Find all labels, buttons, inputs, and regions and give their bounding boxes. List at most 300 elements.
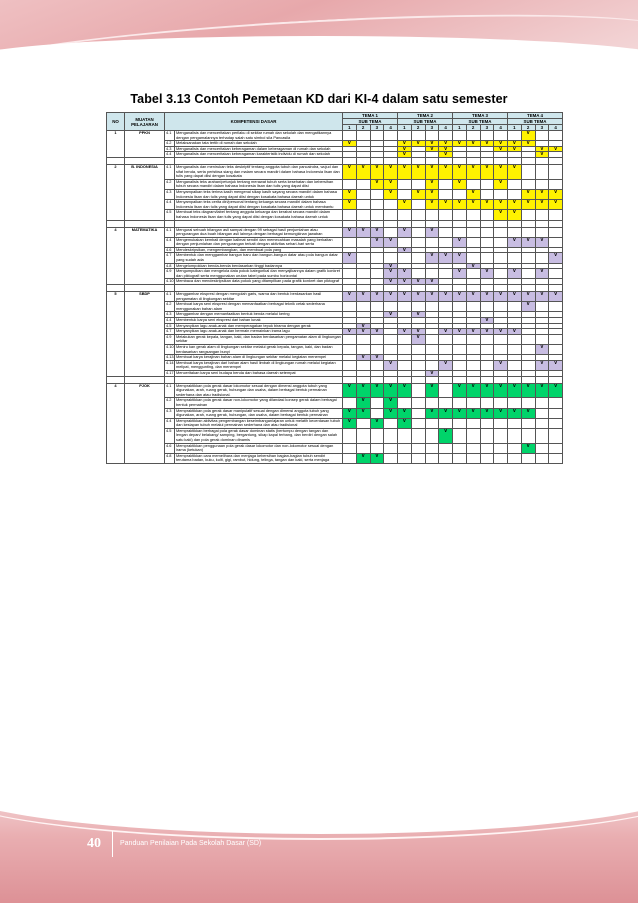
empty-cell <box>356 189 370 199</box>
empty-cell <box>508 418 522 428</box>
spacer-cell <box>125 157 165 164</box>
empty-cell <box>356 302 370 312</box>
kd-code: 4.9 <box>165 269 175 279</box>
empty-cell <box>480 453 494 463</box>
check-mark: v <box>425 200 439 210</box>
spacer-cell <box>494 285 508 292</box>
check-mark: v <box>549 146 563 152</box>
spacer-cell <box>480 285 494 292</box>
empty-cell <box>439 227 453 237</box>
empty-cell <box>453 189 467 199</box>
empty-cell <box>494 334 508 344</box>
empty-cell <box>480 253 494 263</box>
table-row <box>107 292 563 302</box>
check-mark: v <box>343 227 357 237</box>
empty-cell <box>549 443 563 453</box>
kd-code: 4.4 <box>165 152 175 158</box>
check-mark: v <box>453 383 467 398</box>
empty-cell <box>398 131 412 141</box>
check-mark: v <box>370 418 384 428</box>
col-header-kd: KOMPETENSI DASAR <box>165 113 343 131</box>
row-number <box>107 253 125 263</box>
empty-cell <box>425 302 439 312</box>
empty-cell <box>453 453 467 463</box>
check-mark: v <box>453 237 467 247</box>
kd-code: 4.17 <box>166 370 174 375</box>
empty-cell <box>356 210 370 220</box>
empty-cell <box>466 210 480 220</box>
empty-cell <box>425 334 439 344</box>
empty-cell <box>453 302 467 312</box>
spacer-cell <box>425 285 439 292</box>
empty-cell <box>384 453 398 463</box>
check-mark: v <box>384 263 398 269</box>
spacer-cell <box>165 157 175 164</box>
empty-cell <box>549 334 563 344</box>
empty-cell <box>466 237 480 247</box>
empty-cell <box>398 302 412 312</box>
row-number <box>107 237 125 247</box>
spacer-cell <box>453 285 467 292</box>
check-mark: v <box>535 200 549 210</box>
empty-cell <box>549 344 563 354</box>
empty-cell <box>453 428 467 443</box>
empty-cell <box>411 344 425 354</box>
empty-cell <box>411 227 425 237</box>
subtema-number: 3 <box>425 125 439 131</box>
empty-cell <box>343 344 357 354</box>
empty-cell <box>398 237 412 247</box>
kd-code: 4.6 <box>165 247 175 253</box>
check-mark: v <box>384 179 398 189</box>
empty-cell <box>411 443 425 453</box>
empty-cell <box>370 210 384 220</box>
empty-cell <box>508 360 522 370</box>
kd-code: 4.5 <box>165 428 175 443</box>
empty-cell <box>398 189 412 199</box>
empty-cell <box>343 334 357 344</box>
check-mark: v <box>466 383 480 398</box>
col-header-no: NO <box>107 113 125 131</box>
empty-cell <box>480 344 494 354</box>
kd-description: Menggambar ekspresi dengan mengolah garis, warna dan bentuk berdasarkan hasil pengamatan di lingkungan sekitar <box>175 292 343 302</box>
check-mark: v <box>439 146 453 152</box>
check-mark: v <box>398 146 412 152</box>
kd-code: 4.3 <box>165 408 175 418</box>
kd-code: 4.4 <box>165 418 175 428</box>
check-mark: v <box>521 292 535 302</box>
empty-cell <box>356 418 370 428</box>
spacer-cell <box>356 376 370 383</box>
check-mark: v <box>411 329 425 335</box>
empty-cell <box>480 179 494 189</box>
empty-cell <box>411 428 425 443</box>
check-mark: v <box>521 443 535 453</box>
empty-cell <box>494 237 508 247</box>
check-mark: v <box>411 279 425 285</box>
kd-description: Membuat karya seni ekspresi dengan memanfaatkan berbagai teknik cetak sederhana menggunakan bahan alam <box>175 302 343 312</box>
empty-cell <box>508 253 522 263</box>
check-mark: v <box>535 152 549 158</box>
row-number: 4 <box>107 227 125 237</box>
empty-cell <box>466 179 480 189</box>
check-mark: v <box>370 179 384 189</box>
subtema-number: 2 <box>466 125 480 131</box>
empty-cell <box>384 200 398 210</box>
spacer-cell <box>175 220 343 227</box>
kd-description: Membuat teks diagram/label tentang anggota keluarga dan kerabat secara mandiri dalam bahasa Indonesia lisan dan tulis yang dapat diisi dengan kosakata bahasa daerah untuk <box>175 210 343 220</box>
empty-cell <box>521 210 535 220</box>
table-row <box>107 418 563 428</box>
check-mark: v <box>425 164 439 179</box>
spacer-cell <box>107 157 125 164</box>
check-mark: v <box>343 189 357 199</box>
empty-cell <box>411 302 425 312</box>
empty-cell <box>425 360 439 370</box>
empty-cell <box>343 237 357 247</box>
empty-cell <box>384 227 398 237</box>
spacer-cell <box>439 157 453 164</box>
check-mark: v <box>535 383 549 398</box>
empty-cell <box>521 418 535 428</box>
empty-cell <box>356 443 370 453</box>
subject-name: MATEMATIKA <box>125 227 165 237</box>
check-mark: v <box>494 210 508 220</box>
spacer-cell <box>466 220 480 227</box>
check-mark: v <box>425 179 439 189</box>
empty-cell <box>521 269 535 279</box>
check-mark: v <box>425 146 439 152</box>
empty-cell <box>425 237 439 247</box>
check-mark: v <box>494 164 508 179</box>
empty-cell <box>494 253 508 263</box>
subtema-number: 2 <box>521 125 535 131</box>
subject-name <box>125 334 165 344</box>
check-mark: v <box>439 360 453 370</box>
check-mark: v <box>370 237 384 247</box>
check-mark: v <box>384 237 398 247</box>
empty-cell <box>508 189 522 199</box>
spacer-cell <box>521 376 535 383</box>
empty-cell <box>370 334 384 344</box>
empty-cell <box>508 227 522 237</box>
spacer-cell <box>125 376 165 383</box>
check-mark: v <box>480 383 494 398</box>
empty-cell <box>398 179 412 189</box>
empty-cell <box>370 428 384 443</box>
subject-name <box>125 398 165 408</box>
check-mark: v <box>453 164 467 179</box>
kd-description: Mengumpulkan dan mengelola data pokok kategorikal dan menyajikannya dalam grafik konkret dan piktografi serta menggunakan urutan tabel pada sumbu horizontal <box>175 269 343 279</box>
footer-divider <box>112 831 113 857</box>
empty-cell <box>370 443 384 453</box>
check-mark: v <box>521 237 535 247</box>
empty-cell <box>521 179 535 189</box>
empty-cell <box>398 344 412 354</box>
empty-cell <box>466 253 480 263</box>
check-mark: v <box>508 292 522 302</box>
kd-description: Menyampaikan teks terima kasih mengenai sikap kasih sayang secara mandiri dalam bahasa Indonesia lisan dan tulis yang dapat diisi dengan kosakata bahasa daerah untuk <box>175 189 343 199</box>
check-mark: v <box>370 329 384 335</box>
kd-description: Melakukan gerak kepala, tangan, kaki, dan badan berdasarkan pengamatan alam di lingkungan sekitar <box>176 334 341 344</box>
spacer-cell <box>384 285 398 292</box>
empty-cell <box>480 227 494 237</box>
empty-cell <box>508 179 522 189</box>
subject-name <box>125 189 165 199</box>
check-mark: v <box>549 200 563 210</box>
spacer-cell <box>521 220 535 227</box>
check-mark: v <box>384 360 398 370</box>
empty-cell <box>439 302 453 312</box>
check-mark: v <box>508 329 522 335</box>
spacer-cell <box>165 285 175 292</box>
check-mark: v <box>535 237 549 247</box>
check-mark: v <box>453 329 467 335</box>
subject-name <box>125 443 165 453</box>
spacer-cell <box>411 220 425 227</box>
footer-curve-line <box>0 738 638 840</box>
subtema-number: 4 <box>439 125 453 131</box>
empty-cell <box>370 269 384 279</box>
empty-cell <box>535 179 549 189</box>
empty-cell <box>535 334 549 344</box>
check-mark: v <box>356 453 370 463</box>
kd-description: Mengurai sebuah bilangan asli sampai dengan 99 sebagai hasil penjumlahan atau pengurangan dua buah bilangan asli lainnya dengan berbagai kemungkinan jawaban <box>175 227 343 237</box>
check-mark: v <box>480 292 494 302</box>
empty-cell <box>384 344 398 354</box>
empty-cell <box>508 428 522 443</box>
empty-cell <box>453 418 467 428</box>
empty-cell <box>480 131 494 141</box>
empty-cell <box>398 453 412 463</box>
subject-name <box>125 408 165 418</box>
spacer-cell <box>411 376 425 383</box>
check-mark: v <box>439 329 453 335</box>
check-mark: v <box>384 164 398 179</box>
empty-cell <box>494 443 508 453</box>
empty-cell <box>439 344 453 354</box>
empty-cell <box>425 269 439 279</box>
empty-cell <box>384 253 398 263</box>
spacer-cell <box>384 220 398 227</box>
check-mark: v <box>466 141 480 147</box>
check-mark: v <box>425 253 439 263</box>
empty-cell <box>521 164 535 179</box>
row-number <box>107 418 125 428</box>
row-number: 4 <box>107 383 125 398</box>
check-mark: v <box>343 200 357 210</box>
check-mark: v <box>343 383 357 398</box>
check-mark: v <box>521 141 535 147</box>
empty-cell <box>549 131 563 141</box>
kd-description: Menyanyikan lagu anak-anak dan memperagakan tepuk birama dengan gerak <box>175 323 343 329</box>
col-header-subtema: SUB TEMA <box>343 119 398 125</box>
empty-cell <box>343 428 357 443</box>
kd-description: Mempraktikkan cara memelihara dan menjaga kebersihan bagian-bagian tubuh sendiri terutama badan, kuku, kulit, gigi, rambut, hidung, telinga, tangan dan kaki, serta menjaga <box>175 453 343 463</box>
empty-cell <box>494 453 508 463</box>
kd-code: 4.6 <box>165 443 175 453</box>
subject-name <box>125 237 165 247</box>
check-mark: v <box>521 383 535 398</box>
spacer-cell <box>343 220 357 227</box>
check-mark: v <box>439 200 453 210</box>
empty-cell <box>535 164 549 179</box>
empty-cell <box>384 210 398 220</box>
row-number <box>107 179 125 189</box>
check-mark: v <box>466 408 480 418</box>
check-mark: v <box>535 344 549 354</box>
check-mark: v <box>494 179 508 189</box>
empty-cell <box>480 360 494 370</box>
check-mark: v <box>494 383 508 398</box>
empty-cell <box>494 189 508 199</box>
col-header-tema-3: TEMA 3 <box>453 113 508 119</box>
check-mark: v <box>398 269 412 279</box>
check-mark: v <box>370 227 384 237</box>
empty-cell <box>425 453 439 463</box>
check-mark: v <box>425 292 439 302</box>
table-row <box>107 189 563 199</box>
empty-cell <box>508 443 522 453</box>
check-mark: v <box>356 292 370 302</box>
empty-cell <box>508 131 522 141</box>
empty-cell <box>411 383 425 398</box>
subtema-number: 1 <box>453 125 467 131</box>
spacer-cell <box>398 157 412 164</box>
check-mark: v <box>494 200 508 210</box>
check-mark: v <box>439 253 453 263</box>
spacer-cell <box>453 220 467 227</box>
empty-cell <box>411 269 425 279</box>
kd-description: Menganalisis dan menirukan teks deskriptif tentang anggota tubuh dan pancaindra, wujud dan sifat benda, serta peristiwa siang dan malam secara mandiri dalam bahasa Indonesia lisan dan tulis yang dapat diisi dengan kosakata <box>175 164 343 179</box>
empty-cell <box>356 179 370 189</box>
empty-cell <box>370 302 384 312</box>
spacer-cell <box>398 285 412 292</box>
kd-code: 4.4 <box>165 200 175 210</box>
empty-cell <box>466 428 480 443</box>
empty-cell <box>480 443 494 453</box>
empty-cell <box>439 398 453 408</box>
empty-cell <box>370 360 384 370</box>
empty-cell <box>549 179 563 189</box>
empty-cell <box>356 237 370 247</box>
spacer-cell <box>411 157 425 164</box>
spacer-cell <box>453 157 467 164</box>
empty-cell <box>370 131 384 141</box>
empty-cell <box>466 227 480 237</box>
spacer-cell <box>425 157 439 164</box>
kd-code: 4.1 <box>165 227 175 237</box>
empty-cell <box>494 227 508 237</box>
check-mark: v <box>370 355 384 361</box>
empty-cell <box>356 200 370 210</box>
check-mark: v <box>343 292 357 302</box>
spacer-cell <box>494 376 508 383</box>
row-number <box>107 360 125 370</box>
empty-cell <box>549 453 563 463</box>
spacer-cell <box>508 376 522 383</box>
spacer-cell <box>453 376 467 383</box>
subtema-number: 1 <box>508 125 522 131</box>
check-mark: v <box>398 152 412 158</box>
kd-description: Menggambar dengan memanfaatkan bentuk benda melalui kering <box>175 312 343 318</box>
empty-cell <box>535 398 549 408</box>
check-mark: v <box>508 141 522 147</box>
table-row <box>107 269 563 279</box>
kd-description: Mempraktikkan berbagai pola gerak dasar dominan statis (bertumpu dengan tangan dan lengan depan/ belakang/ samping, bergantung, sikap kapal terbang, dan berdiri dengan salah satu kaki) dan pola gerak dominan dinamis <box>175 428 343 443</box>
empty-cell <box>466 269 480 279</box>
empty-cell <box>535 408 549 418</box>
spacer-cell <box>165 376 175 383</box>
spacer-cell <box>411 285 425 292</box>
check-mark: v <box>535 360 549 370</box>
check-mark: v <box>411 164 425 179</box>
check-mark: v <box>343 408 357 418</box>
check-mark: v <box>384 398 398 408</box>
empty-cell <box>453 334 467 344</box>
kd-description: Membuat karya kerajinan dari bahan alam hasil limbah di lingkungan rumah melalui kegiatan melipat, menggunting, dan menempel <box>175 360 343 370</box>
empty-cell <box>343 302 357 312</box>
check-mark: v <box>453 179 467 189</box>
check-mark: v <box>398 141 412 147</box>
check-mark: v <box>384 292 398 302</box>
check-mark: v <box>398 292 412 302</box>
table-row <box>107 179 563 189</box>
row-number <box>107 453 125 463</box>
check-mark: v <box>343 418 357 428</box>
empty-cell <box>425 210 439 220</box>
col-header-tema-2: TEMA 2 <box>398 113 453 119</box>
kd-description: Menganalisis dan menceritakan keberagaman karakteristik individu di rumah dan sekolah <box>175 152 343 158</box>
check-mark: v <box>411 141 425 147</box>
empty-cell <box>425 131 439 141</box>
check-mark: v <box>356 398 370 408</box>
kd-description: Menganalisis teks arahan/petunjuk tentang merawat tubuh serta kesehatan dan kebersihan tubuh secara mandiri dalam bahasa Indonesia lisan dan tulis yang dapat diisi <box>175 179 343 189</box>
empty-cell <box>411 418 425 428</box>
check-mark: v <box>384 189 398 199</box>
subject-name: SBDP <box>125 292 165 302</box>
check-mark: v <box>356 329 370 335</box>
kd-code: 4.2 <box>165 302 175 312</box>
empty-cell <box>549 227 563 237</box>
check-mark: v <box>425 408 439 418</box>
check-mark: v <box>480 200 494 210</box>
check-mark: v <box>480 329 494 335</box>
subject-name <box>125 210 165 220</box>
kd-code: 4.3 <box>165 189 175 199</box>
section-spacer <box>107 285 563 292</box>
check-mark: v <box>439 164 453 179</box>
check-mark: v <box>398 247 412 253</box>
check-mark: v <box>370 383 384 398</box>
table-row <box>107 383 563 398</box>
subject-name <box>125 253 165 263</box>
col-header-subtema: SUB TEMA <box>453 119 508 125</box>
check-mark: v <box>384 269 398 279</box>
empty-cell <box>370 344 384 354</box>
spacer-cell <box>343 285 357 292</box>
check-mark: v <box>356 323 370 329</box>
check-mark: v <box>494 360 508 370</box>
check-mark: v <box>343 253 357 263</box>
check-mark: v <box>425 370 439 376</box>
empty-cell <box>411 179 425 189</box>
empty-cell <box>453 398 467 408</box>
empty-cell <box>508 398 522 408</box>
row-number <box>107 189 125 199</box>
row-number: 2 <box>107 164 125 179</box>
check-mark: v <box>466 200 480 210</box>
